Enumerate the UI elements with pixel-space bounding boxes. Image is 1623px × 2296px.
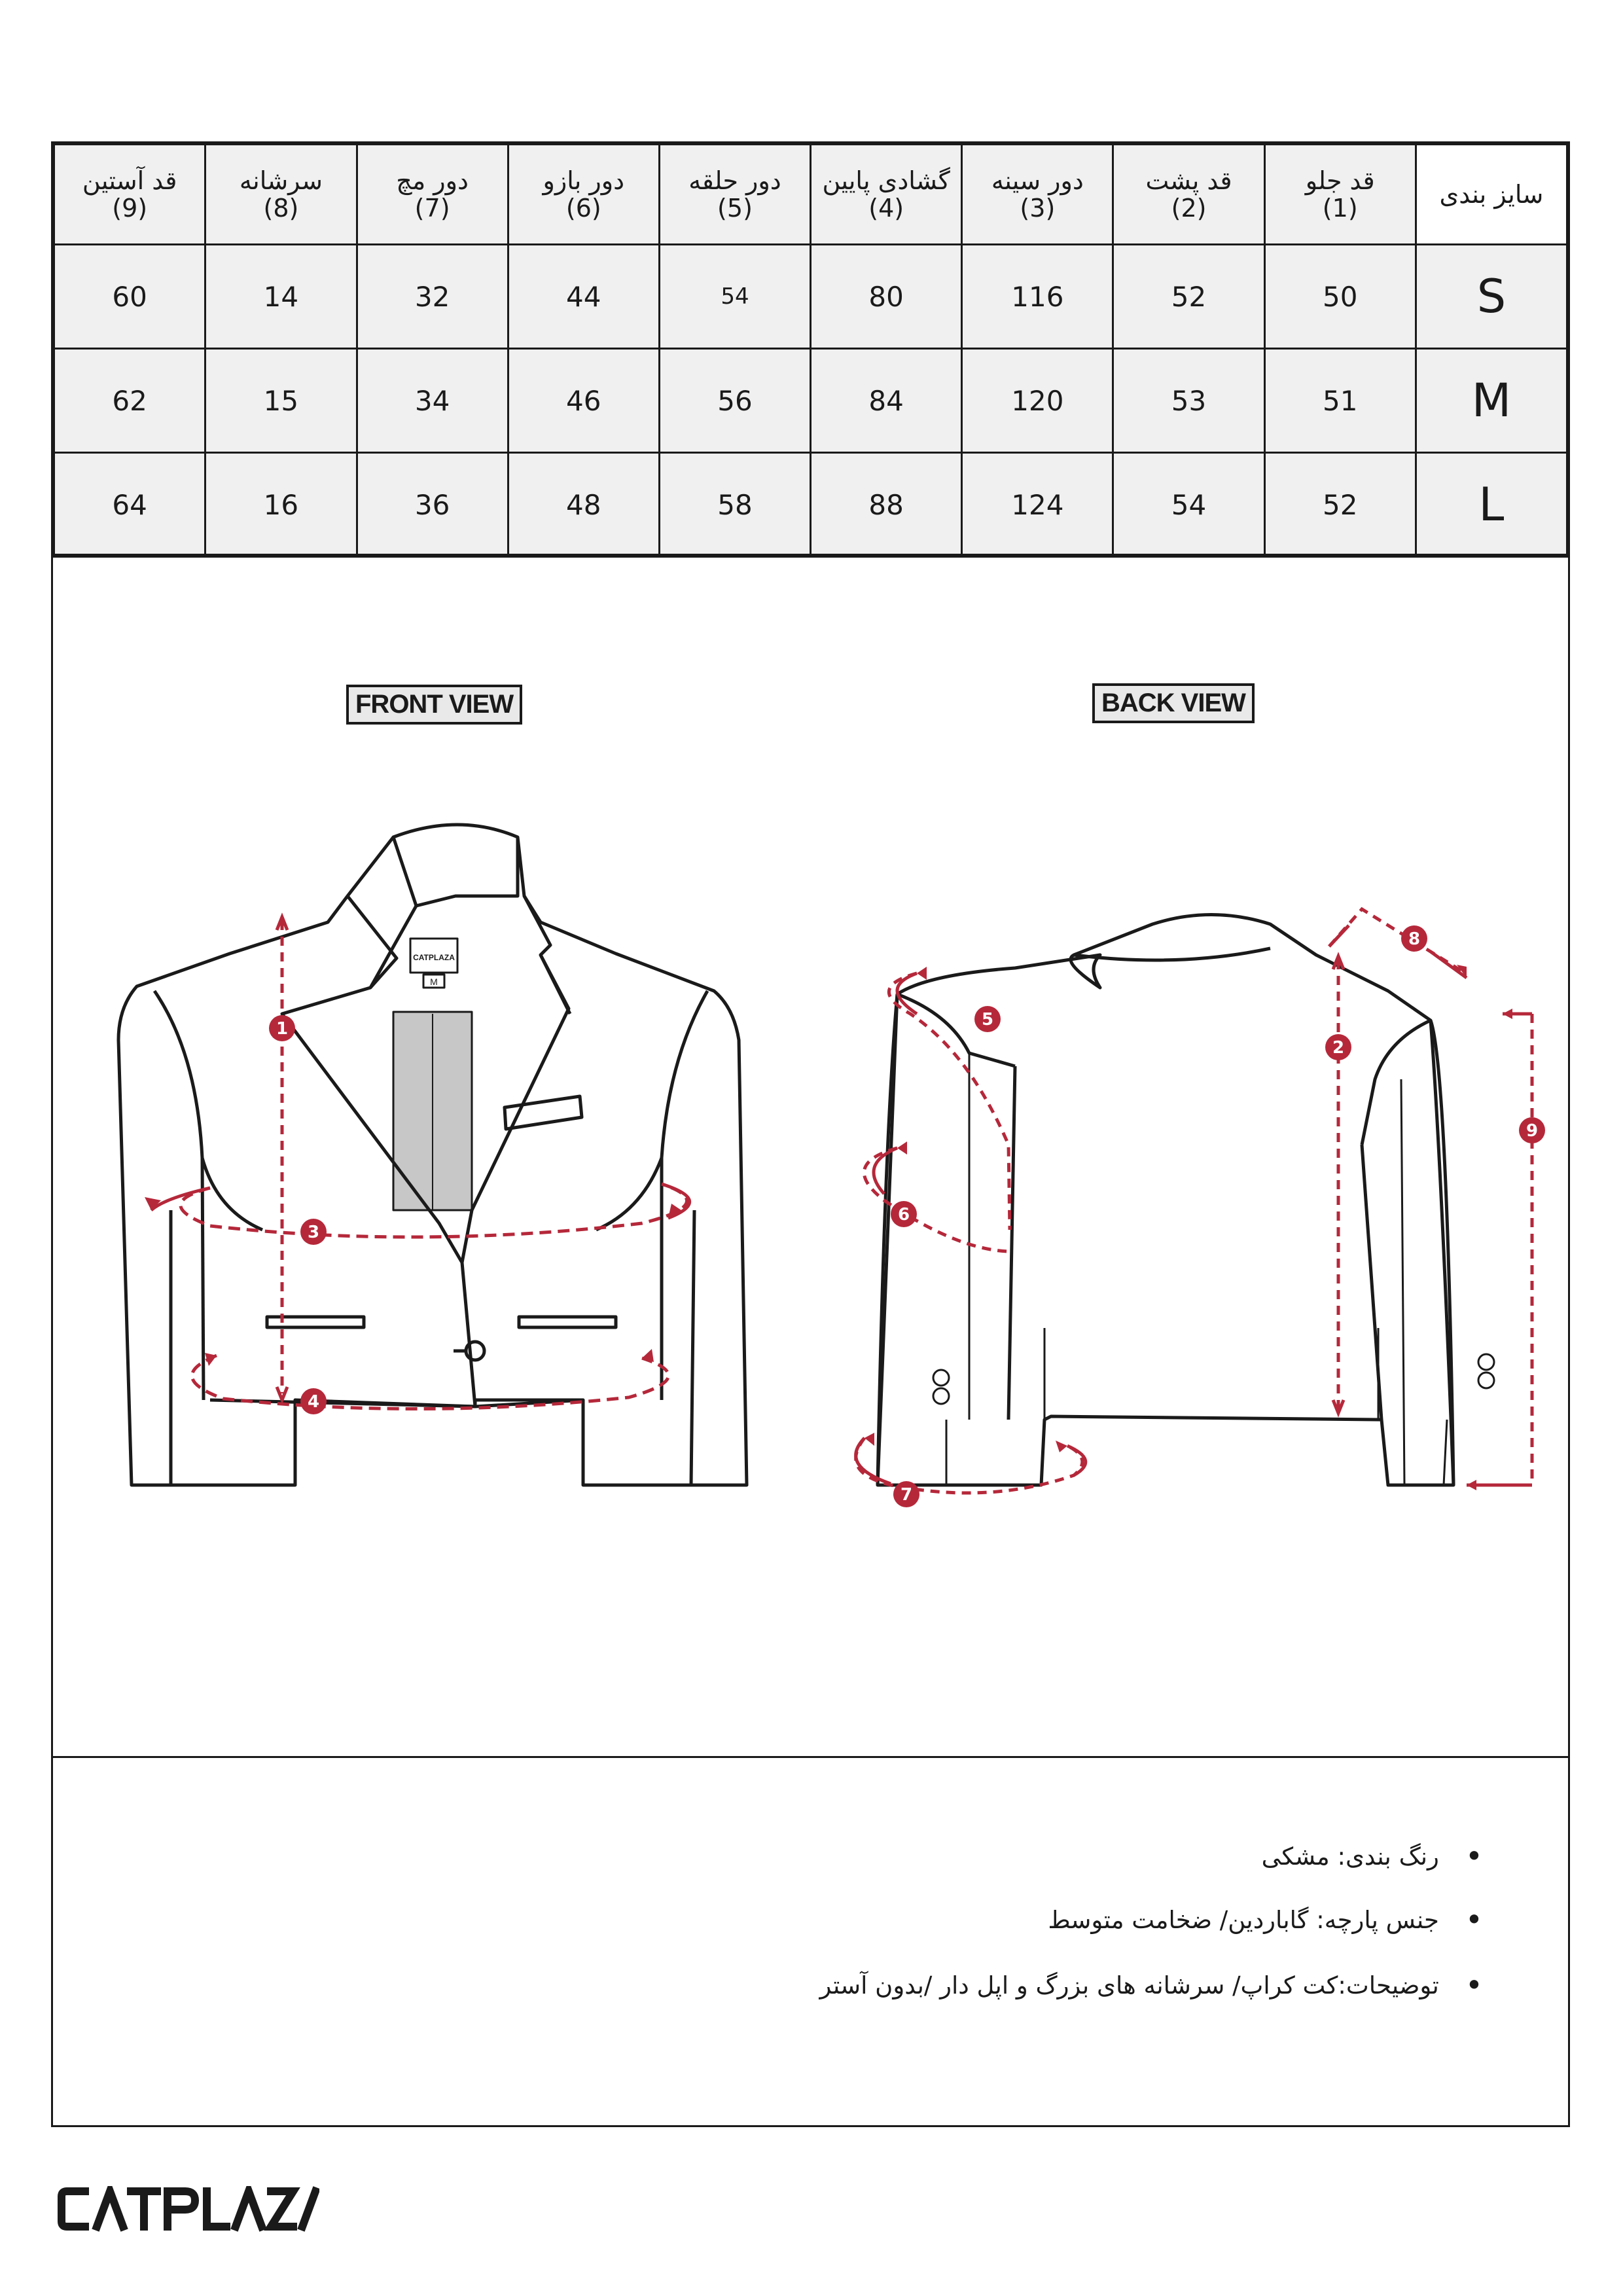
table-cell: 54 xyxy=(659,245,810,349)
bullet-icon: • xyxy=(1465,1902,1483,1937)
marker-1-label: 1 xyxy=(276,1019,289,1039)
table-cell: 62 xyxy=(54,349,205,453)
header-cuff: دور مچ (7) xyxy=(357,145,508,245)
size-label: M xyxy=(1416,349,1567,453)
table-cell: 50 xyxy=(1264,245,1416,349)
back-sleeve-button-icon xyxy=(1478,1372,1494,1388)
header-armhole: دور حلقه (5) xyxy=(659,145,810,245)
size-label: S xyxy=(1416,245,1567,349)
note-text: جنس پارچه: گاباردین/ ضخامت متوسط xyxy=(1048,1905,1439,1934)
table-cell: 116 xyxy=(962,245,1113,349)
note-description xyxy=(820,1967,1483,2003)
table-row xyxy=(54,245,1567,349)
garment-label-brand: CATPLAZA xyxy=(413,953,455,962)
table-cell: 58 xyxy=(659,453,810,557)
front-lapel-right xyxy=(462,955,569,1263)
table-row xyxy=(54,349,1567,453)
table-cell: 44 xyxy=(508,245,659,349)
back-view-label: BACK VIEW xyxy=(1092,683,1255,723)
marker-6-label: 6 xyxy=(897,1205,910,1225)
table-cell: 52 xyxy=(1264,453,1416,557)
table-cell: 124 xyxy=(962,453,1113,557)
bullet-icon: • xyxy=(1465,1967,1483,2003)
size-table xyxy=(53,143,1568,558)
table-cell: 36 xyxy=(357,453,508,557)
size-label: L xyxy=(1416,453,1567,557)
table-cell: 84 xyxy=(811,349,962,453)
product-notes xyxy=(53,1758,1568,2125)
marker-5-label: 5 xyxy=(981,1010,994,1030)
table-row xyxy=(54,453,1567,557)
marker-7-label: 7 xyxy=(900,1485,913,1505)
brand-logo xyxy=(58,2186,319,2234)
table-cell: 14 xyxy=(205,245,357,349)
header-hem-width: گشادی پایین (4) xyxy=(811,145,962,245)
header-back-length: قد پشت (2) xyxy=(1113,145,1264,245)
technical-drawing-area xyxy=(53,554,1568,1758)
table-cell: 16 xyxy=(205,453,357,557)
note-text: توضیحات:کت کراپ/ سرشانه های بزرگ و اپل دار /بدون آستر xyxy=(819,1971,1439,2000)
table-cell: 53 xyxy=(1113,349,1264,453)
garment-label-size: M xyxy=(430,977,438,987)
front-view-drawing xyxy=(53,556,812,1760)
catplaza-logo-icon xyxy=(58,2186,319,2232)
front-collar xyxy=(393,837,518,906)
table-header-row xyxy=(54,145,1567,245)
back-view-drawing xyxy=(812,556,1568,1760)
size-chart-sheet xyxy=(51,141,1570,2127)
back-sleeve-button-icon xyxy=(1478,1354,1494,1370)
bullet-icon: • xyxy=(1465,1839,1483,1874)
header-bicep: دور بازو (6) xyxy=(508,145,659,245)
marker-3-label: 3 xyxy=(307,1223,320,1242)
table-cell: 52 xyxy=(1113,245,1264,349)
table-cell: 46 xyxy=(508,349,659,453)
header-shoulder: سرشانه (8) xyxy=(205,145,357,245)
table-cell: 64 xyxy=(54,453,205,557)
marker-2-label: 2 xyxy=(1332,1038,1345,1058)
marker-8-label: 8 xyxy=(1408,929,1421,949)
back-sleeve-button-icon xyxy=(933,1388,949,1404)
note-color xyxy=(1262,1839,1483,1874)
marker-9-label: 9 xyxy=(1525,1121,1539,1141)
note-fabric xyxy=(1048,1902,1483,1937)
table-cell: 15 xyxy=(205,349,357,453)
table-cell: 56 xyxy=(659,349,810,453)
table-cell: 120 xyxy=(962,349,1113,453)
table-cell: 51 xyxy=(1264,349,1416,453)
table-cell: 60 xyxy=(54,245,205,349)
back-sleeve-button-icon xyxy=(933,1370,949,1386)
front-view-label: FRONT VIEW xyxy=(346,685,522,725)
table-cell: 32 xyxy=(357,245,508,349)
table-cell: 80 xyxy=(811,245,962,349)
table-cell: 88 xyxy=(811,453,962,557)
marker-4-label: 4 xyxy=(307,1392,320,1412)
table-cell: 48 xyxy=(508,453,659,557)
table-cell: 34 xyxy=(357,349,508,453)
hip-pocket-right xyxy=(519,1317,616,1327)
note-text: رنگ بندی: مشکی xyxy=(1261,1842,1439,1871)
chest-pocket xyxy=(505,1096,582,1129)
size-column-header: سایز بندی xyxy=(1416,145,1567,245)
header-chest: دور سینه (3) xyxy=(962,145,1113,245)
table-cell: 54 xyxy=(1113,453,1264,557)
header-front-length: قد جلو (1) xyxy=(1264,145,1416,245)
header-sleeve-length: قد آستین (9) xyxy=(54,145,205,245)
